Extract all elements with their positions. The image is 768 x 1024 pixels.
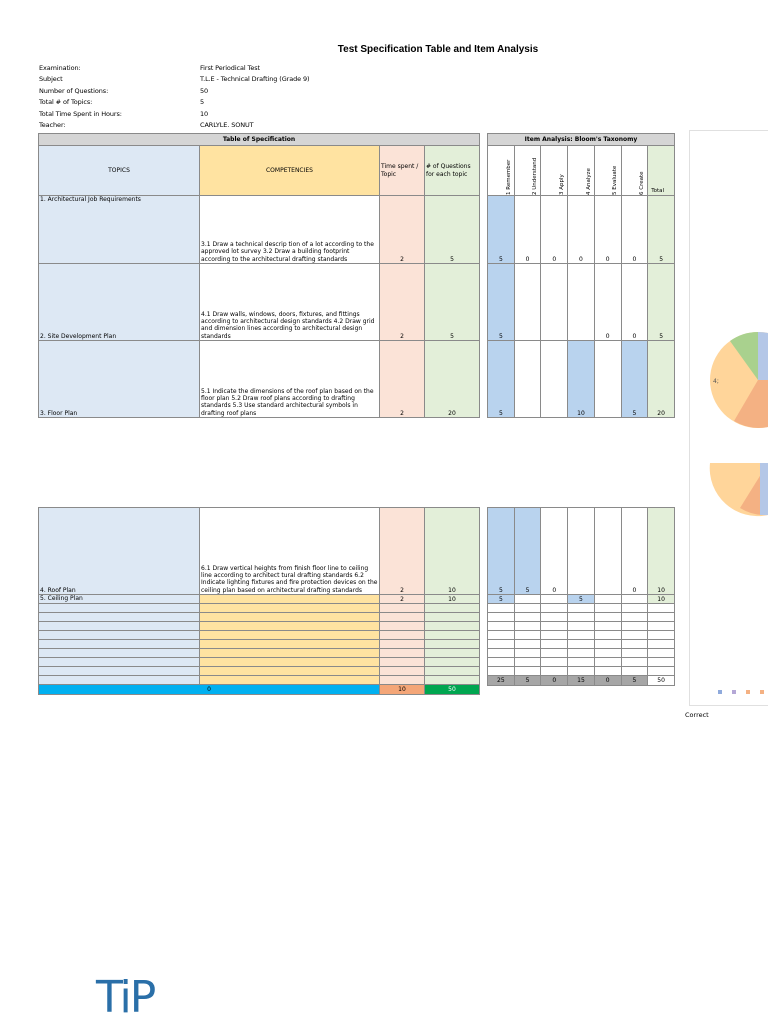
empty-cell — [488, 631, 515, 640]
empty-cell — [648, 667, 675, 676]
info-label: Subject — [39, 75, 63, 83]
empty-cell — [425, 640, 480, 649]
info-label: Total # of Topics: — [39, 98, 93, 106]
info-value: First Periodical Test — [200, 64, 260, 72]
competency-cell: 6.1 Draw vertical heights from finish floor line to ceiling line according to architect tural drafting standards 6.2 Indicate lighting fixtures and fire protection devices on the ceiling plan based on architectural drafting standards — [200, 508, 380, 595]
bloom-cell — [568, 264, 595, 341]
empty-cell — [594, 658, 621, 667]
empty-cell — [380, 631, 425, 640]
empty-cell — [568, 604, 595, 613]
empty-cell — [541, 631, 568, 640]
empty-cell — [621, 640, 648, 649]
time-cell: 2 — [380, 595, 425, 604]
empty-cell — [594, 631, 621, 640]
bloom-total-cell: 5 — [648, 264, 675, 341]
bloom-col-evaluate: 5 Evaluate — [594, 146, 621, 196]
empty-cell — [200, 649, 380, 658]
bloom-cell: 5 — [488, 508, 515, 595]
empty-cell — [488, 640, 515, 649]
topic-cell: 1. Architectural Job Requirements — [39, 196, 200, 264]
bloom-cell: 0 — [568, 196, 595, 264]
questions-header: # of Questions for each topic — [425, 146, 480, 196]
spec-total-label: 0 — [39, 685, 380, 695]
empty-cell — [488, 622, 515, 631]
empty-cell — [568, 640, 595, 649]
empty-cell — [425, 613, 480, 622]
pie-chart-bottom — [700, 463, 768, 523]
empty-cell — [380, 676, 425, 685]
empty-cell — [594, 640, 621, 649]
bloom-cell: 5 — [514, 508, 541, 595]
topic-cell: 4. Roof Plan — [39, 508, 200, 595]
empty-cell — [514, 658, 541, 667]
empty-cell — [39, 640, 200, 649]
legend-swatch — [718, 690, 722, 694]
bloom-cell: 0 — [594, 196, 621, 264]
empty-cell — [541, 658, 568, 667]
empty-cell — [568, 631, 595, 640]
bloom-col-understand: 2 Understand — [514, 146, 541, 196]
time-cell: 2 — [380, 264, 425, 341]
empty-cell — [200, 622, 380, 631]
empty-cell — [39, 667, 200, 676]
pie-chart-top — [700, 330, 768, 440]
bloom-grand-total: 50 — [648, 676, 675, 686]
empty-cell — [541, 622, 568, 631]
empty-cell — [425, 649, 480, 658]
competency-cell: 4.1 Draw walls, windows, doors, fixtures, and fittings according to architectural design standards 4.2 Draw grid and dimension lines according to architectural design standards — [200, 264, 380, 341]
empty-cell — [514, 613, 541, 622]
bloom-total: 15 — [568, 676, 595, 686]
empty-cell — [488, 658, 515, 667]
empty-cell — [380, 658, 425, 667]
bloom-cell: 0 — [621, 264, 648, 341]
empty-cell — [39, 676, 200, 685]
bloom-cell — [594, 595, 621, 604]
empty-cell — [488, 613, 515, 622]
info-label: Number of Questions: — [39, 87, 109, 95]
empty-cell — [425, 676, 480, 685]
bloom-total: 5 — [514, 676, 541, 686]
bloom-cell — [514, 595, 541, 604]
bloom-cell: 5 — [488, 341, 515, 418]
empty-cell — [514, 604, 541, 613]
bloom-cell: 0 — [594, 264, 621, 341]
bloom-cell: 5 — [488, 264, 515, 341]
empty-cell — [425, 667, 480, 676]
empty-cell — [380, 667, 425, 676]
empty-cell — [594, 667, 621, 676]
bloom-cell: 0 — [514, 196, 541, 264]
bloom-col-remember: 1 Remember — [488, 146, 515, 196]
questions-cell: 10 — [425, 595, 480, 604]
empty-cell — [568, 667, 595, 676]
bloom-total-cell: 10 — [648, 508, 675, 595]
bloom-table-upper — [487, 133, 675, 418]
legend-swatch — [732, 690, 736, 694]
spec-section-title: Table of Specification — [39, 134, 480, 146]
bloom-cell — [594, 341, 621, 418]
empty-cell — [568, 622, 595, 631]
bloom-cell: 0 — [541, 508, 568, 595]
topic-cell: 3. Floor Plan — [39, 341, 200, 418]
bloom-col-create: 6 Create — [621, 146, 648, 196]
page-title: Test Specification Table and Item Analysis — [337, 44, 539, 55]
bloom-total-cell: 10 — [648, 595, 675, 604]
bloom-total-cell: 20 — [648, 341, 675, 418]
bloom-table-lower — [487, 507, 675, 686]
empty-cell — [39, 604, 200, 613]
spec-total-time: 10 — [380, 685, 425, 695]
bloom-cell — [541, 341, 568, 418]
empty-cell — [648, 649, 675, 658]
empty-cell — [380, 604, 425, 613]
empty-cell — [541, 613, 568, 622]
bloom-cell — [621, 595, 648, 604]
empty-cell — [568, 613, 595, 622]
time-cell: 2 — [380, 508, 425, 595]
competency-cell — [200, 595, 380, 604]
empty-cell — [200, 631, 380, 640]
topics-header: TOPICS — [39, 146, 200, 196]
bloom-cell — [541, 595, 568, 604]
empty-cell — [200, 667, 380, 676]
empty-cell — [380, 622, 425, 631]
empty-cell — [39, 631, 200, 640]
empty-cell — [488, 667, 515, 676]
info-value: 50 — [200, 87, 209, 95]
bloom-col-total: Total — [648, 146, 675, 196]
topic-cell: 2. Site Development Plan — [39, 264, 200, 341]
bloom-cell: 5 — [568, 595, 595, 604]
empty-cell — [568, 658, 595, 667]
info-value: 5 — [200, 98, 205, 106]
empty-cell — [594, 622, 621, 631]
legend-swatch — [746, 690, 750, 694]
empty-cell — [514, 649, 541, 658]
pie-label: 4; — [713, 378, 719, 385]
empty-cell — [380, 649, 425, 658]
empty-cell — [380, 640, 425, 649]
bloom-cell: 0 — [621, 508, 648, 595]
empty-cell — [425, 631, 480, 640]
tip-logo: TiP — [96, 972, 155, 1023]
empty-cell — [648, 613, 675, 622]
bloom-total-cell: 5 — [648, 196, 675, 264]
empty-cell — [425, 658, 480, 667]
empty-cell — [648, 604, 675, 613]
bloom-total: 0 — [541, 676, 568, 686]
topic-cell: 5. Ceiling Plan — [39, 595, 200, 604]
empty-cell — [541, 604, 568, 613]
empty-cell — [621, 622, 648, 631]
empty-cell — [425, 622, 480, 631]
bloom-cell: 10 — [568, 341, 595, 418]
empty-cell — [621, 649, 648, 658]
empty-cell — [514, 622, 541, 631]
competency-cell: 5.1 Indicate the dimensions of the roof plan based on the floor plan 5.2 Draw roof plans according to drafting standards 5.3 Use standard architectural symbols in drafting roof plans — [200, 341, 380, 418]
empty-cell — [488, 604, 515, 613]
bloom-cell — [514, 264, 541, 341]
spec-table-upper — [38, 133, 480, 418]
empty-cell — [594, 649, 621, 658]
time-header: Time spent / Topic — [380, 146, 425, 196]
empty-cell — [488, 649, 515, 658]
empty-cell — [594, 613, 621, 622]
bloom-cell: 0 — [621, 196, 648, 264]
legend-swatch — [760, 690, 764, 694]
empty-cell — [648, 658, 675, 667]
info-value: CARLYLE. SONUT — [200, 121, 254, 129]
bloom-col-apply: 3 Apply — [541, 146, 568, 196]
correct-label: Correct — [685, 711, 709, 719]
bloom-total: 25 — [488, 676, 515, 686]
empty-cell — [541, 667, 568, 676]
empty-cell — [200, 640, 380, 649]
empty-cell — [621, 658, 648, 667]
questions-cell: 5 — [425, 196, 480, 264]
bloom-total: 0 — [594, 676, 621, 686]
empty-cell — [621, 631, 648, 640]
competencies-header: COMPETENCIES — [200, 146, 380, 196]
bloom-cell — [594, 508, 621, 595]
empty-cell — [200, 604, 380, 613]
empty-cell — [514, 631, 541, 640]
empty-cell — [648, 631, 675, 640]
empty-cell — [648, 640, 675, 649]
info-label: Teacher: — [39, 121, 66, 129]
empty-cell — [200, 658, 380, 667]
empty-cell — [39, 649, 200, 658]
bloom-total: 5 — [621, 676, 648, 686]
bloom-cell: 5 — [621, 341, 648, 418]
empty-cell — [39, 622, 200, 631]
bloom-cell: 5 — [488, 196, 515, 264]
empty-cell — [200, 676, 380, 685]
info-value: 10 — [200, 110, 209, 118]
empty-cell — [621, 604, 648, 613]
empty-cell — [621, 613, 648, 622]
bloom-cell — [514, 341, 541, 418]
info-label: Examination: — [39, 64, 81, 72]
bloom-col-analyze: 4 Analyze — [568, 146, 595, 196]
spec-table-lower — [38, 507, 480, 695]
bloom-cell: 5 — [488, 595, 515, 604]
empty-cell — [648, 622, 675, 631]
questions-cell: 20 — [425, 341, 480, 418]
empty-cell — [200, 613, 380, 622]
bloom-section-title: Item Analysis: Bloom's Taxonomy — [488, 134, 675, 146]
time-cell: 2 — [380, 196, 425, 264]
empty-cell — [39, 613, 200, 622]
bloom-cell — [541, 264, 568, 341]
spec-total-questions: 50 — [425, 685, 480, 695]
questions-cell: 10 — [425, 508, 480, 595]
bloom-cell — [568, 508, 595, 595]
empty-cell — [380, 613, 425, 622]
chart-legend — [716, 688, 768, 696]
empty-cell — [541, 649, 568, 658]
competency-cell: 3.1 Draw a technical descrip tion of a lot according to the approved lot survey 3.2 Draw a building footprint according to the architectural drafting standards — [200, 196, 380, 264]
empty-cell — [594, 604, 621, 613]
empty-cell — [568, 649, 595, 658]
info-label: Total Time Spent in Hours: — [39, 110, 122, 118]
empty-cell — [425, 604, 480, 613]
empty-cell — [514, 667, 541, 676]
empty-cell — [541, 640, 568, 649]
empty-cell — [514, 640, 541, 649]
info-value: T.L.E - Technical Drafting (Grade 9) — [200, 75, 310, 83]
empty-cell — [621, 667, 648, 676]
empty-cell — [39, 658, 200, 667]
questions-cell: 5 — [425, 264, 480, 341]
bloom-cell: 0 — [541, 196, 568, 264]
time-cell: 2 — [380, 341, 425, 418]
